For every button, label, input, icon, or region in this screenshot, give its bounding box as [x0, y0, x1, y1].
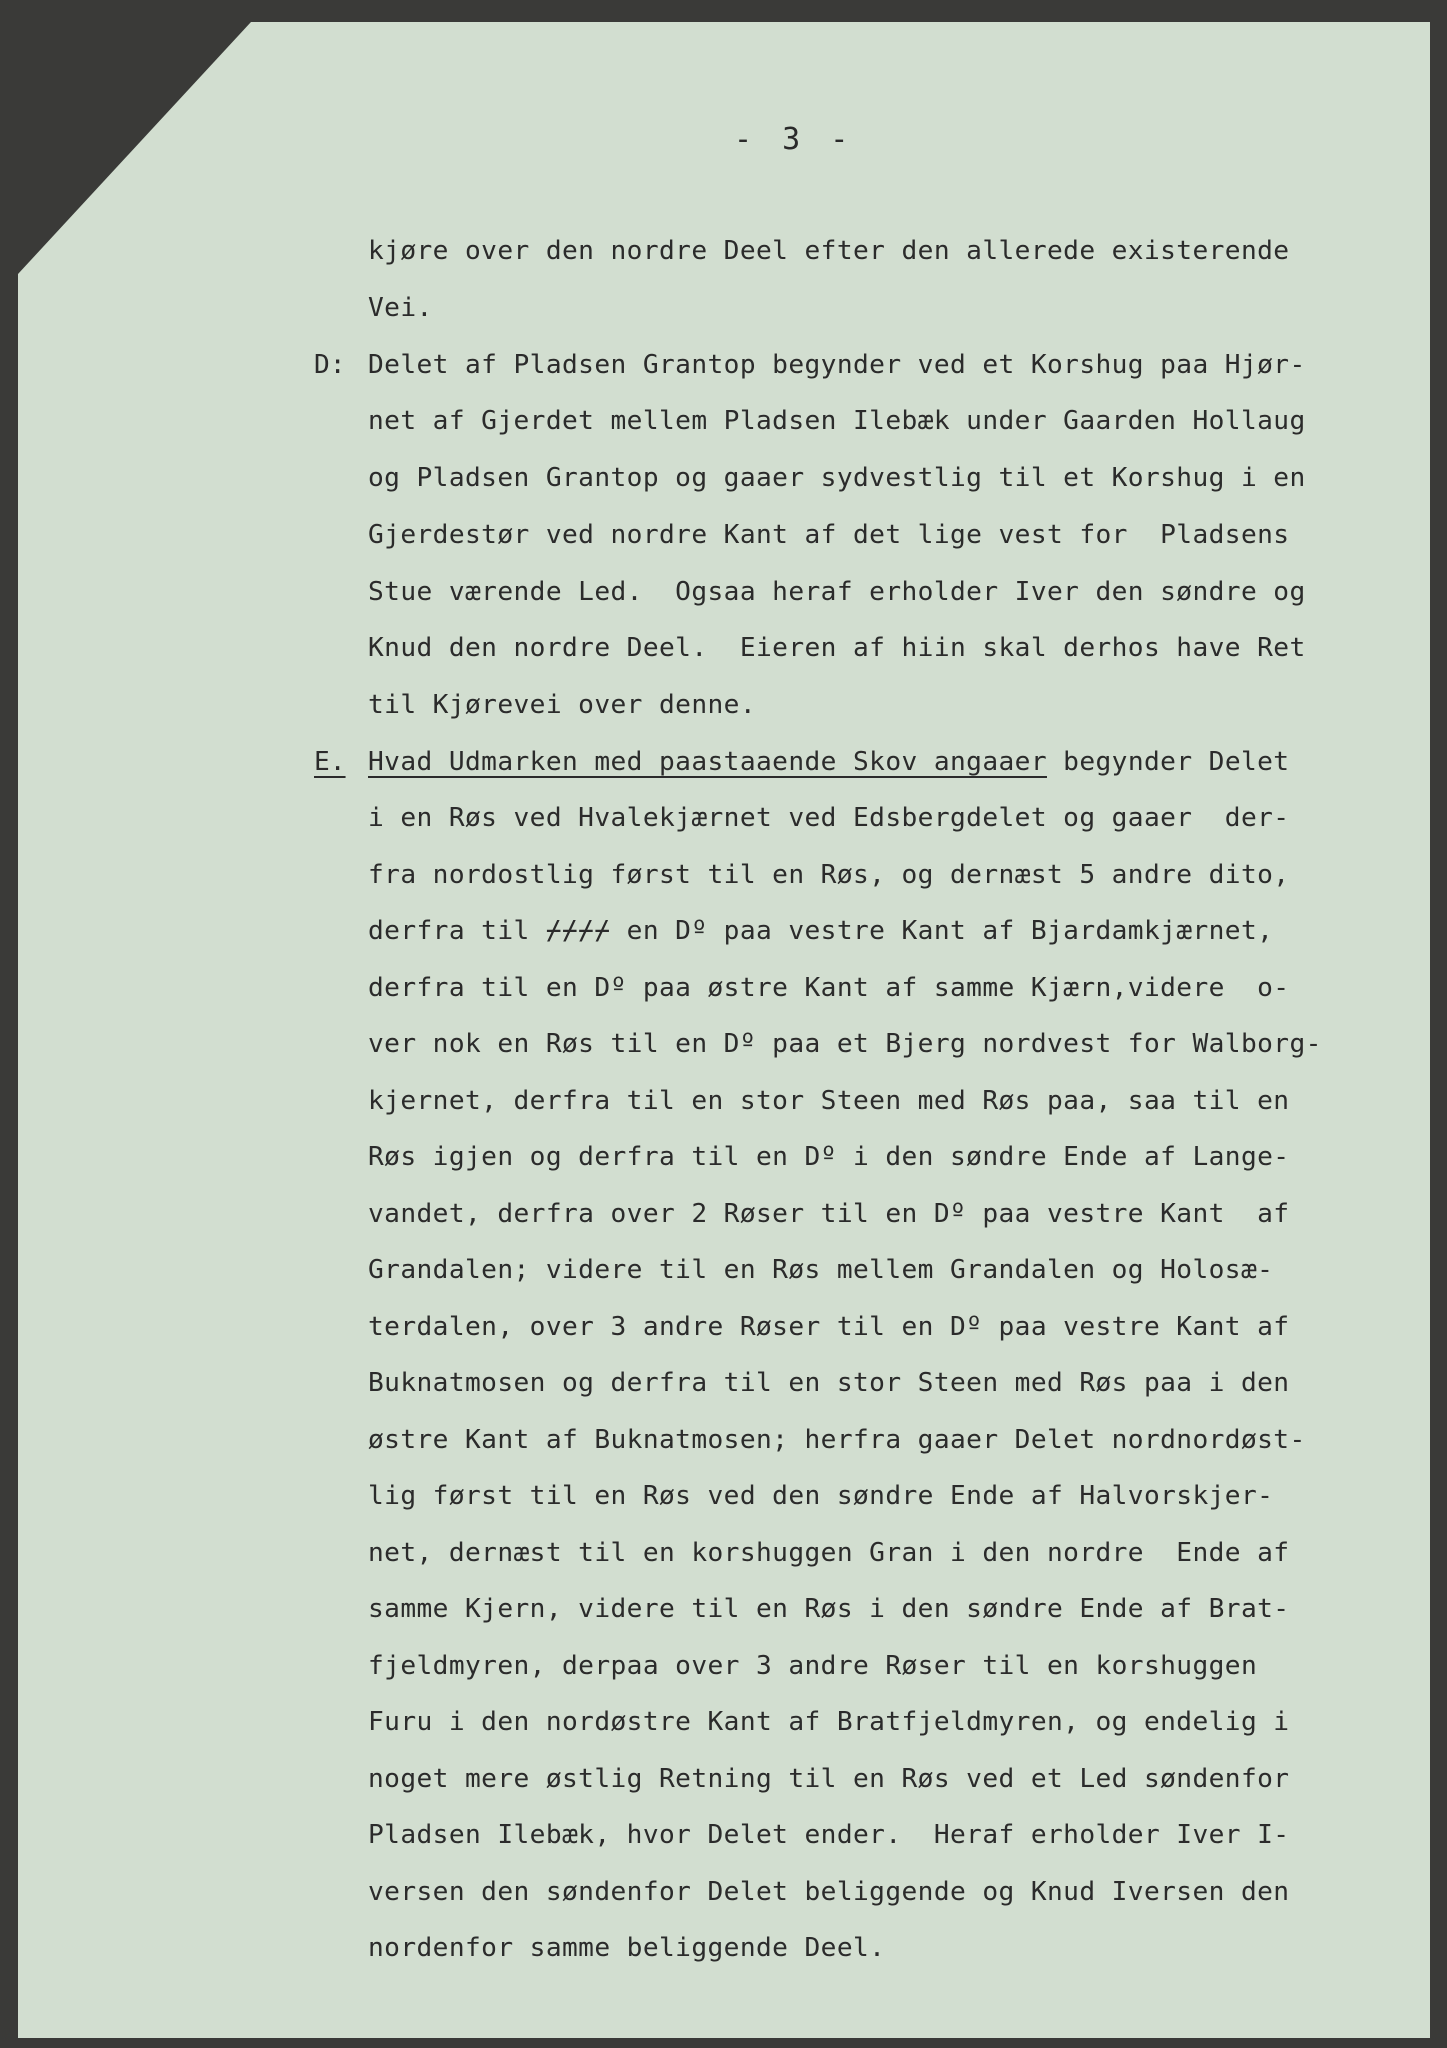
text-line: ver nok en Røs til en Dº paa et Bjerg nordvest for Walborg- [368, 1029, 1322, 1059]
text-line: Furu i den nordøstre Kant af Bratfjeldmyren, og endelig i [368, 1707, 1290, 1737]
section-e-first-line [368, 747, 1289, 777]
text-line: lig først til en Røs ved den søndre Ende af Halvorskjer- [368, 1481, 1274, 1511]
text-line: net, dernæst til en korshuggen Gran i den nordre Ende af [368, 1538, 1290, 1568]
page-number: - 3 - [734, 122, 855, 157]
text-line: net af Gjerdet mellem Pladsen Ilebæk under Gaarden Hollaug [368, 406, 1306, 436]
text-line: versen den søndenfor Delet beliggende og Knud Iversen den [368, 1877, 1290, 1907]
text-line: nordenfor samme beliggende Deel. [368, 1933, 886, 1963]
text-line: kjøre over den nordre Deel efter den allerede existerende [368, 236, 1290, 266]
section-e-heading: Hvad Udmarken med paastaaende Skov angaaer [368, 747, 1047, 777]
section-e-first-line-rest: begynder Delet [1046, 747, 1290, 777]
text-line: til Kjørevei over denne. [368, 690, 756, 720]
section-marker-d: D: [314, 350, 346, 380]
text-line: derfra til ⌿⌿⌿⌿ en Dº paa vestre Kant af Bjardamkjærnet, [368, 916, 1274, 946]
section-marker-e: E. [314, 747, 346, 777]
text-line: Grandalen; videre til en Røs mellem Grandalen og Holosæ- [368, 1255, 1274, 1285]
text-line: kjernet, derfra til en stor Steen med Røs paa, saa til en [368, 1086, 1290, 1116]
text-line: Knud den nordre Deel. Eieren af hiin skal derhos have Ret [368, 633, 1306, 663]
text-line: i en Røs ved Hvalekjærnet ved Edsbergdelet og gaaer der- [368, 803, 1290, 833]
text-line: Buknatmosen og derfra til en stor Steen med Røs paa i den [368, 1368, 1290, 1398]
text-line: østre Kant af Buknatmosen; herfra gaaer Delet nordnordøst- [368, 1425, 1306, 1455]
text-line: samme Kjern, videre til en Røs i den søndre Ende af Brat- [368, 1594, 1290, 1624]
text-line: fjeldmyren, derpaa over 3 andre Røser til en korshuggen [368, 1651, 1258, 1681]
text-line: derfra til en Dº paa østre Kant af samme Kjærn,videre o- [368, 973, 1290, 1003]
text-line: fra nordostlig først til en Røs, og dernæst 5 andre dito, [368, 860, 1290, 890]
text-line: Stue værende Led. Ogsaa heraf erholder Iver den søndre og [368, 577, 1306, 607]
text-line: vandet, derfra over 2 Røser til en Dº paa vestre Kant af [368, 1199, 1290, 1229]
text-line: terdalen, over 3 andre Røser til en Dº paa vestre Kant af [368, 1312, 1290, 1342]
text-line: Vei. [368, 293, 433, 323]
text-line: og Pladsen Grantop og gaaer sydvestlig til et Korshug i en [368, 463, 1306, 493]
text-line: Gjerdestør ved nordre Kant af det lige vest for Pladsens [368, 520, 1290, 550]
text-line: Delet af Pladsen Grantop begynder ved et Korshug paa Hjør- [368, 350, 1306, 380]
text-line: noget mere østlig Retning til en Røs ved et Led søndenfor [368, 1764, 1290, 1794]
text-line: Pladsen Ilebæk, hvor Delet ender. Heraf erholder Iver I- [368, 1820, 1290, 1850]
text-line: Røs igjen og derfra til en Dº i den søndre Ende af Lange- [368, 1142, 1290, 1172]
